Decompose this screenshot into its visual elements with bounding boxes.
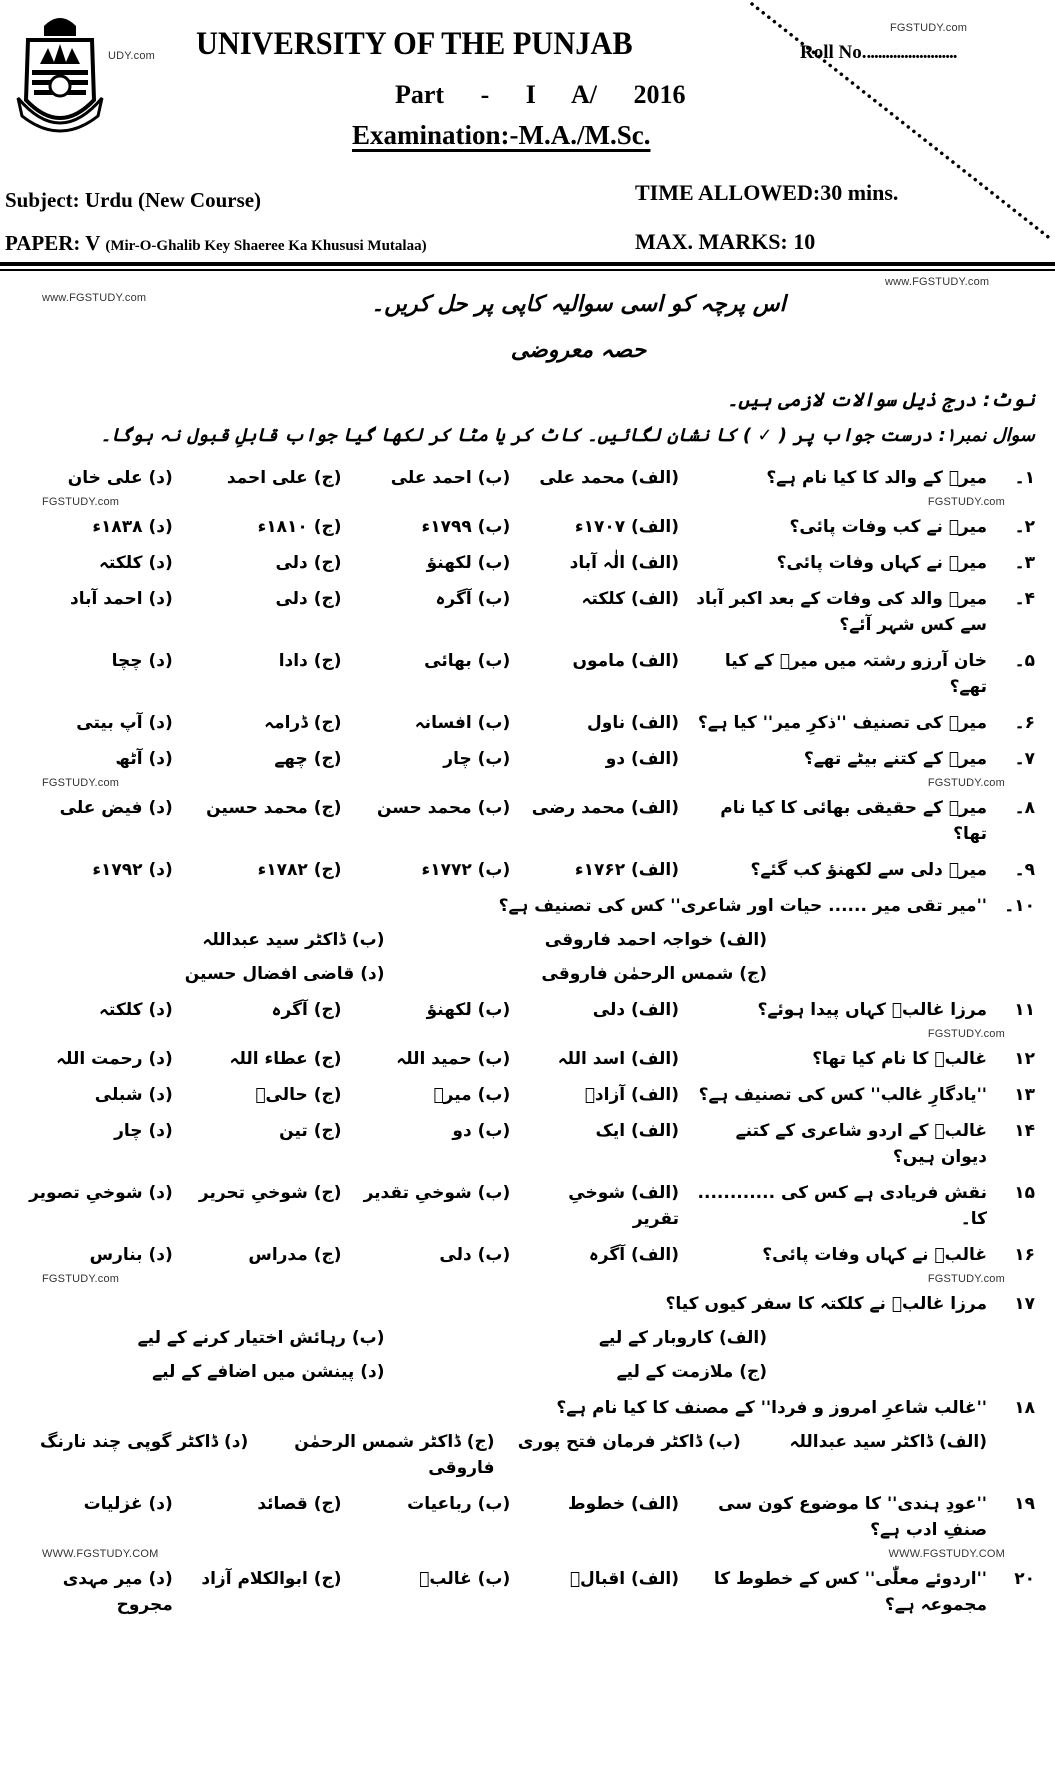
question-row	[12, 545, 1035, 581]
answer-option[interactable]: (د) احمد آباد	[70, 589, 173, 609]
question-text: ''غالب شاعرِ امروز و فردا'' کے مصنف کا کیا نام ہے؟	[556, 1398, 987, 1418]
subject-label: Subject: Urdu (New Course)	[5, 188, 262, 212]
watermark-row	[12, 1273, 1035, 1286]
question-number: ۲۔	[1014, 517, 1035, 537]
answer-option[interactable]: (ب) آگرہ	[435, 589, 511, 609]
watermark-row	[12, 1028, 1035, 1041]
answer-option[interactable]: (ج) آگرہ	[271, 1000, 342, 1020]
question-row	[12, 852, 1035, 888]
roll-number-dots: ........................	[866, 42, 957, 63]
answer-option[interactable]: (ج) ملازمت کے لیے	[616, 1362, 767, 1382]
question-text: میرؔ کی تصنیف ''ذکرِ میر'' کیا ہے؟	[697, 713, 987, 733]
question-number: ۱۱	[1014, 1000, 1035, 1020]
answer-option[interactable]: (د) چچا	[111, 651, 173, 671]
solve-on-paper-instruction: اس پرچہ کو اسی سوالیہ کاپی پر حل کریں۔	[371, 292, 786, 317]
answer-option[interactable]: (د) آٹھ	[115, 749, 173, 769]
watermark: www.FGSTUDY.com	[885, 276, 990, 288]
question-text: مرزا غالبؔ نے کلکتہ کا سفر کیوں کیا؟	[665, 1294, 987, 1314]
answer-option[interactable]: (ب) محمد حسن	[376, 798, 511, 818]
watermark: FGSTUDY.com	[890, 22, 968, 34]
answer-option[interactable]: (ب) دلی	[439, 1245, 511, 1265]
answer-option[interactable]: (الف) ناول	[587, 713, 679, 733]
question-row	[12, 992, 1035, 1028]
answer-option[interactable]: (ج) علی احمد	[226, 468, 342, 488]
question-row	[12, 1561, 1035, 1623]
answer-option[interactable]: (ج) ڈاکٹر شمس الرحمٰن فاروقی	[294, 1432, 495, 1478]
question-row	[12, 460, 1035, 496]
question-text: ''یادگارِ غالب'' کس کی تصنیف ہے؟	[698, 1085, 987, 1105]
watermark-row	[12, 1548, 1035, 1561]
question-text: میرؔ دلی سے لکھنؤ کب گئے؟	[750, 860, 987, 880]
question-number: ۱۶	[1014, 1245, 1035, 1265]
answer-option[interactable]: (ج) محمد حسین	[206, 798, 342, 818]
question-number: ۲۰	[1014, 1569, 1035, 1589]
paper-label	[5, 231, 427, 256]
answer-option[interactable]: (د) پینشن میں اضافے کے لیے	[152, 1362, 385, 1382]
answer-option[interactable]: (ج) قصائد	[257, 1494, 342, 1514]
answer-options	[12, 1429, 987, 1481]
question-text: میرؔ کے حقیقی بھائی کا کیا نام تھا؟	[720, 798, 987, 844]
roll-number-label: Roll No.	[800, 42, 867, 63]
question-number: ۱۔	[1014, 468, 1035, 488]
answer-option[interactable]: (د) بنارس	[89, 1245, 173, 1265]
answer-option[interactable]: (د) شوخیِ تصویر	[29, 1183, 173, 1203]
question-text: ''عودِ ہندی'' کا موضوع کون سی صنفِ ادب ہے؟	[718, 1494, 987, 1540]
question-number: ۷۔	[1014, 749, 1035, 769]
answer-option[interactable]: (الف) خواجہ احمد فاروقی	[544, 930, 767, 950]
watermark: FGSTUDY.com	[42, 496, 120, 508]
watermark: FGSTUDY.com	[42, 777, 120, 789]
question-text: غالبؔ کے اردو شاعری کے کتنے دیوان ہیں؟	[735, 1121, 987, 1167]
answer-option[interactable]: (د) میر مہدی مجروح	[62, 1569, 173, 1615]
question-row	[12, 741, 1035, 777]
question-list	[12, 460, 1035, 1623]
question-row	[12, 1286, 1035, 1390]
answer-option[interactable]: (ب) لکھنؤ	[426, 553, 511, 573]
question-text: ''اردوئے معلّٰی'' کس کے خطوط کا مجموعہ ہے؟	[713, 1569, 987, 1615]
answer-option[interactable]: (ب) افسانہ	[414, 713, 511, 733]
question-row	[12, 1041, 1035, 1077]
question-number: ۱۰۔	[1004, 896, 1035, 916]
answer-option[interactable]: (د) قاضی افضال حسین	[184, 964, 385, 984]
exam-body	[12, 288, 1035, 1623]
answer-option[interactable]: (ج) شوخیِ تحریر	[198, 1183, 342, 1203]
answer-option[interactable]: (ج) دلی	[275, 553, 342, 573]
question-text: مرزا غالبؔ کہاں پیدا ہوئے؟	[757, 1000, 987, 1020]
answer-option[interactable]: (ب) شوخیِ تقدیر	[363, 1183, 511, 1203]
answer-option[interactable]: (ج) ابوالکلام آزاد	[201, 1569, 342, 1589]
answer-option[interactable]: (الف) آزادؔ	[584, 1085, 679, 1105]
answer-option[interactable]: (الف) اقبالؔ	[569, 1569, 679, 1589]
answer-option[interactable]: (ب) ڈاکٹر سید عبداللہ	[202, 930, 385, 950]
note-text: نوٹ: درج ذیل سوالات لازمی ہیں۔	[727, 389, 1035, 411]
question-text: میرؔ والد کی وفات کے بعد اکبر آباد سے کس شہر آئے؟	[696, 589, 987, 635]
question-number: ۱۳	[1014, 1085, 1035, 1105]
question-row	[12, 888, 1035, 992]
answer-option[interactable]: (ب) ۱۷۷۲ء	[421, 860, 511, 880]
answer-option[interactable]: (د) آپ بیتی	[76, 713, 173, 733]
answer-option[interactable]: (د) فیض علی	[59, 798, 173, 818]
answer-option[interactable]: (ب) دو	[452, 1121, 511, 1141]
answer-option[interactable]: (ج) شمس الرحمٰن فاروقی	[541, 964, 767, 984]
question-row	[12, 790, 1035, 852]
answer-option[interactable]: (د) شبلی	[94, 1085, 173, 1105]
question-text: نقش فریادی ہے کس کی ............ کا۔	[697, 1183, 987, 1229]
question-text: ''میر تقی میر ...... حیات اور شاعری'' کس کی تصنیف ہے؟	[498, 896, 987, 916]
question-text: میرؔ نے کہاں وفات پائی؟	[776, 553, 987, 573]
question-number: ۱۹	[1014, 1494, 1035, 1514]
answer-options	[12, 927, 987, 987]
answer-option[interactable]: (د) ڈاکٹر گوپی چند نارنگ	[40, 1432, 249, 1452]
question-text: خان آرزو رشتہ میں میرؔ کے کیا تھے؟	[724, 651, 987, 697]
answer-option[interactable]: (ب) لکھنؤ	[426, 1000, 511, 1020]
answer-option[interactable]: (الف) محمد رضی	[531, 798, 679, 818]
answer-option[interactable]: (د) چار	[114, 1121, 173, 1141]
question-text: میرؔ نے کب وفات پائی؟	[789, 517, 987, 537]
examination-title: Examination:-M.A./M.Sc.	[352, 120, 651, 150]
question-row	[12, 1390, 1035, 1486]
question1-instruction: سوال نمبر۱: درست جواب پر ( ✓ ) کا نشان لگائیں۔ کاٹ کر یا مٹا کر لکھا گیا جواب قابلِ قبول نہ ہوگا۔	[100, 425, 1035, 446]
question-text: میرؔ کے والد کا کیا نام ہے؟	[766, 468, 987, 488]
question-row	[12, 509, 1035, 545]
question-row	[12, 1486, 1035, 1548]
roll-number-field[interactable]	[800, 42, 957, 64]
paper-number: PAPER: V	[5, 231, 101, 255]
answer-option[interactable]: (الف) شوخیِ تقریر	[568, 1183, 679, 1229]
watermark: www.FGSTUDY.com	[42, 292, 147, 304]
answer-option[interactable]: (الف) ۱۷۰۷ء	[574, 517, 679, 537]
answer-option[interactable]: (ب) رباعیات	[407, 1494, 511, 1514]
answer-option[interactable]: (ج) چھے	[274, 749, 342, 769]
answer-option[interactable]: (ب) بھائی	[424, 651, 511, 671]
exam-part	[395, 80, 685, 110]
watermark: WWW.FGSTUDY.COM	[888, 1548, 1005, 1560]
question-row	[12, 643, 1035, 705]
question-row	[12, 705, 1035, 741]
watermark: FGSTUDY.com	[927, 1028, 1005, 1040]
question-row	[12, 581, 1035, 643]
watermark: FGSTUDY.com	[927, 777, 1005, 789]
question-number: ۱۸	[1014, 1398, 1035, 1418]
answer-option[interactable]: (ب) حمید اللہ	[396, 1049, 511, 1069]
answer-option[interactable]: (ب) رہائش اختیار کرنے کے لیے	[137, 1328, 385, 1348]
answer-option[interactable]: (الف) الٰہ آباد	[569, 553, 679, 573]
answer-option[interactable]: (ب) میرؔ	[433, 1085, 511, 1105]
answer-option[interactable]: (ب) غالبؔ	[419, 1569, 511, 1589]
answer-option[interactable]: (الف) خطوط	[567, 1494, 679, 1514]
paper-title: (Mir-O-Ghalib Key Shaeree Ka Khususi Mutalaa)	[105, 238, 427, 254]
answer-option[interactable]: (د) کلکتہ	[98, 1000, 173, 1020]
answer-option[interactable]: (ج) حالیؔ	[255, 1085, 342, 1105]
answer-option[interactable]: (الف) ماموں	[572, 651, 679, 671]
header-divider-bottom	[0, 269, 1055, 271]
answer-option[interactable]: (الف) ۱۷۶۲ء	[574, 860, 679, 880]
answer-option[interactable]: (الف) کاروبار کے لیے	[598, 1328, 767, 1348]
question-text: غالبؔ نے کہاں وفات پائی؟	[762, 1245, 987, 1265]
watermark: FGSTUDY.com	[927, 1273, 1005, 1285]
answer-option[interactable]: (د) علی خان	[67, 468, 173, 488]
answer-option[interactable]: (د) کلکتہ	[98, 553, 173, 573]
answer-option[interactable]: (الف) کلکتہ	[581, 589, 679, 609]
answer-option[interactable]: (ج) دلی	[275, 589, 342, 609]
question-number: ۳۔	[1014, 553, 1035, 573]
answer-option[interactable]: (د) رحمت اللہ	[56, 1049, 173, 1069]
max-marks: MAX. MARKS: 10	[635, 229, 816, 254]
answer-option[interactable]: (الف) محمد علی	[539, 468, 679, 488]
answer-option[interactable]: (الف) اسد اللہ	[557, 1049, 679, 1069]
question-number: ۹۔	[1014, 860, 1035, 880]
answer-option[interactable]: (ج) دادا	[278, 651, 342, 671]
answer-option[interactable]: (د) غزلیات	[83, 1494, 173, 1514]
question-number: ۴۔	[1014, 589, 1035, 609]
question-number: ۱۲	[1014, 1049, 1035, 1069]
university-crest-logo	[14, 8, 106, 140]
question-text: غالبؔ کا نام کیا تھا؟	[812, 1049, 987, 1069]
answer-option[interactable]: (الف) ایک	[595, 1121, 679, 1141]
watermark: WWW.FGSTUDY.COM	[42, 1548, 159, 1560]
answer-option[interactable]: (الف) آگرہ	[588, 1245, 679, 1265]
answer-option[interactable]: (الف) ڈاکٹر سید عبداللہ	[789, 1432, 987, 1452]
answer-option[interactable]: (ج) عطاء اللہ	[229, 1049, 342, 1069]
session-label: A/ 2016	[570, 80, 686, 109]
answer-option[interactable]: (ب) ۱۷۹۹ء	[421, 517, 511, 537]
question-number: ۵۔	[1014, 651, 1035, 671]
answer-option[interactable]: (الف) دلی	[592, 1000, 679, 1020]
part-label: Part - I	[395, 80, 536, 109]
university-title: UNIVERSITY OF THE PUNJAB	[196, 26, 633, 62]
answer-option[interactable]: (د) ۱۸۳۸ء	[92, 517, 173, 537]
question-number: ۸۔	[1014, 798, 1035, 818]
time-allowed: TIME ALLOWED:30 mins.	[635, 180, 899, 205]
answer-option[interactable]: (ب) چار	[443, 749, 511, 769]
answer-option[interactable]: (ج) ۱۷۸۲ء	[257, 860, 342, 880]
watermark-row	[12, 496, 1035, 509]
question-row	[12, 1077, 1035, 1113]
question-row	[12, 1175, 1035, 1237]
watermark: FGSTUDY.com	[927, 496, 1005, 508]
question-row	[12, 1113, 1035, 1175]
header-divider-top	[0, 262, 1055, 266]
answer-option[interactable]: (ج) تین	[279, 1121, 342, 1141]
question-row	[12, 1237, 1035, 1273]
answer-option[interactable]: (ب) ڈاکٹر فرمان فتح پوری	[517, 1432, 741, 1452]
answer-options	[12, 1325, 987, 1385]
question-number: ۱۴	[1014, 1121, 1035, 1141]
watermark: UDY.com	[108, 50, 156, 62]
answer-option[interactable]: (د) ۱۷۹۲ء	[92, 860, 173, 880]
answer-option[interactable]: (ب) احمد علی	[390, 468, 511, 488]
question-number: ۱۷	[1014, 1294, 1035, 1314]
section-heading: حصہ معروضی	[510, 338, 647, 363]
watermark-row	[12, 777, 1035, 790]
question-number: ۱۵	[1014, 1183, 1035, 1203]
answer-option[interactable]: (ج) ۱۸۱۰ء	[257, 517, 342, 537]
answer-option[interactable]: (الف) دو	[605, 749, 679, 769]
watermark: FGSTUDY.com	[42, 1273, 120, 1285]
answer-option[interactable]: (ج) ڈرامہ	[264, 713, 342, 733]
question-number: ۶۔	[1014, 713, 1035, 733]
question-text: میرؔ کے کتنے بیٹے تھے؟	[803, 749, 987, 769]
answer-option[interactable]: (ج) مدراس	[248, 1245, 342, 1265]
